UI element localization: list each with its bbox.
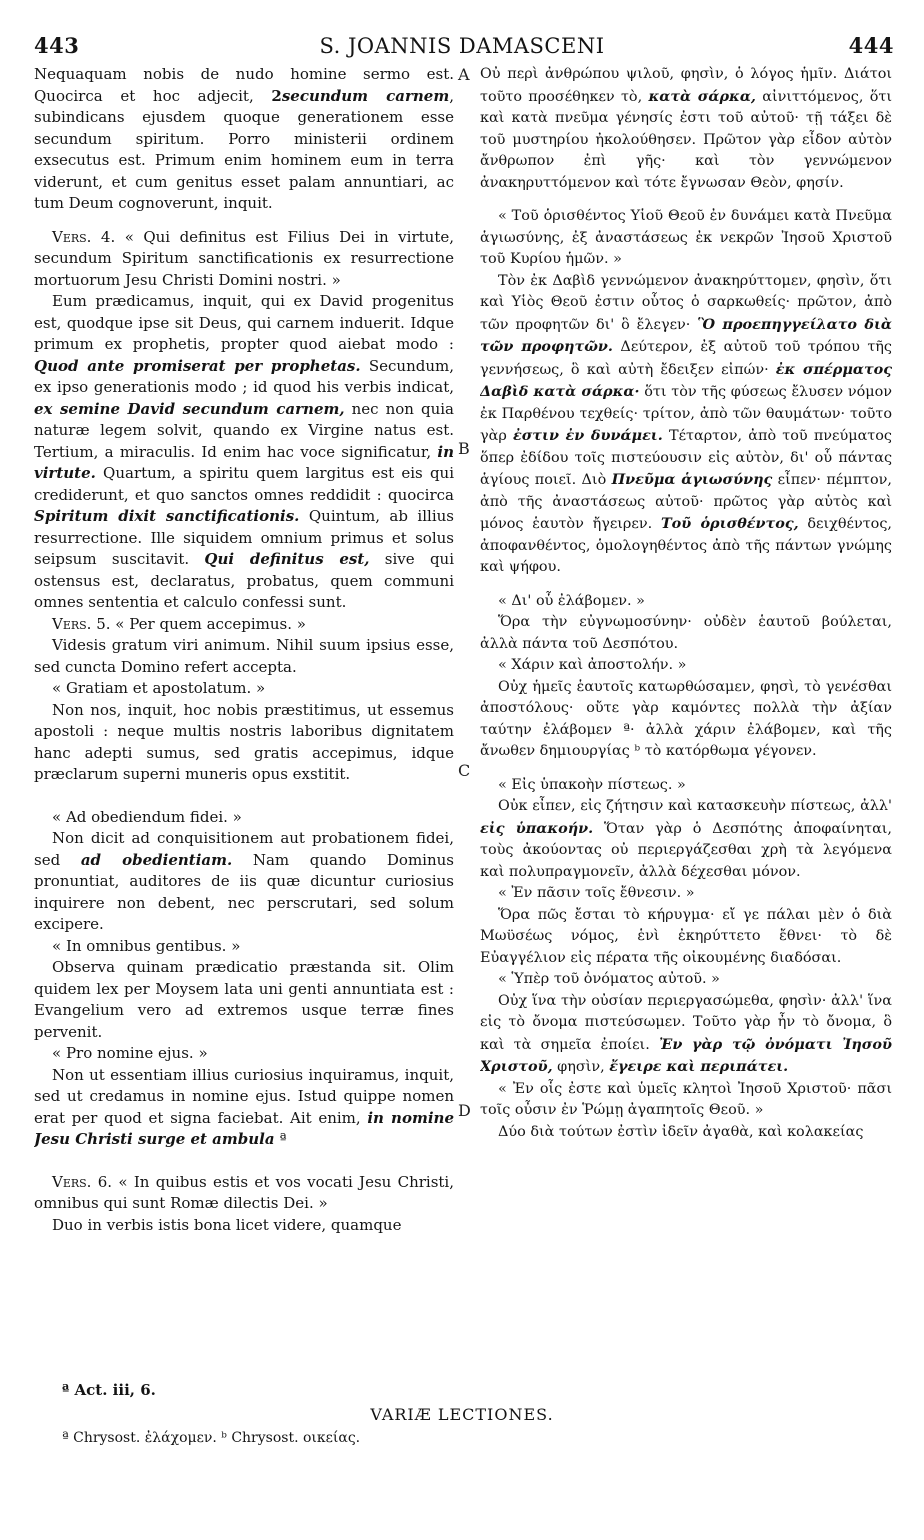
latin-paragraph [34, 807, 454, 829]
latin-paragraph [34, 957, 454, 1043]
paragraph-gap [34, 215, 454, 227]
text-run: « In quibus estis et vos vocati Jesu Christi, omnibus qui sunt Romæ dilectis Dei. » [34, 1172, 454, 1212]
greek-paragraph [480, 64, 892, 194]
text-run: Non dicit ad conquisitionem aut probationem fidei, sed [34, 829, 454, 869]
margin-letter-d: D [458, 1101, 471, 1120]
italic-quotation: ad obedientiam. [80, 850, 233, 869]
italic-quotation: ἔγειρε καὶ περιπάτει. [609, 1058, 789, 1075]
greek-paragraph [480, 775, 892, 797]
italic-quotation: Spiritum dixit sanctificationis. [34, 507, 300, 525]
greek-paragraph [480, 271, 892, 579]
text-run: Οὐ περὶ ἀνθρώπου ψιλοῦ, φησὶν, ὁ λόγος ἡμῖν. Διάτοι τοῦτο προσέθηκεν τὸ, [480, 66, 892, 105]
text-run: ª [274, 1130, 287, 1148]
paragraph-gap [480, 194, 892, 206]
italic-quotation: Qui definitus est, [204, 550, 370, 568]
text-run: , subindicans ejusdem quoque generationem esse secundum spiritum. Porro ministerii ordinem [34, 86, 454, 148]
text-run: Observa quinam prædicatio præstanda sit. Olim quidem lex per Moysem lata uni genti annuntiata est : Evangelium vero ad extremos usque terræ fines pervenit. [34, 958, 454, 1041]
paragraph-gap [480, 763, 892, 775]
text-run: « Ad obediendum fidei. » [52, 807, 242, 826]
greek-paragraph [480, 677, 892, 763]
latin-paragraph [34, 614, 454, 636]
text-run: « Χάριν καὶ ἀποστολήν. » [498, 657, 687, 673]
italic-quotation: εἰς ὑπακοήν. [480, 819, 594, 837]
italic-quotation: ex semine David secundum carnem, [34, 399, 345, 418]
footnote: ª Act. iii, 6. [62, 1381, 156, 1399]
text-run: Nequaquam nobis de nudo homine sermo est. Quocirca et hoc adjecit, [34, 65, 454, 105]
italic-quotation: secundum carnem [281, 86, 450, 105]
latin-paragraph [34, 936, 454, 958]
text-run: Ὅταν γὰρ ὁ Δεσπότης ἀποφαίνηται, τοὺς ἀκούοντας οὐ περιεργάζεσθαι χρὴ τὰ λεγόμενα καὶ πολυπραγμονεῖν, ἀλλὰ δέχεσθαι μόνον. [480, 820, 892, 880]
text-run: Eum prædicamus, inquit, qui ex David progenitus est, quodque ipse sit Deus, qui carnem induerit. Idque primum ex prophetis, propter quod aiebat modo : [34, 292, 454, 353]
margin-letter-c: C [458, 761, 471, 780]
variae-lectiones-heading: VARIÆ LECTIONES. [370, 1405, 554, 1424]
latin-paragraph [34, 1172, 454, 1215]
greek-paragraph [480, 905, 892, 970]
italic-quotation: κατὰ σάρκα, [648, 87, 756, 105]
text-run: Duo in verbis istis bona licet videre, quamque [52, 1215, 402, 1234]
text-run: φησὶν, [552, 1059, 610, 1075]
text-run: sive qui ostensus est, declaratus, probatus, quem communi omnes sententia et calculo confessi sunt. [34, 550, 454, 611]
text-run: « Ἐν οἷς ἐστε καὶ ὑμεῖς κλητοὶ Ἰησοῦ Χριστοῦ· πᾶσι τοῖς οὖσιν ἐν Ῥώμῃ ἀγαπητοῖς Θεοῦ. » [480, 1080, 892, 1118]
greek-column [480, 64, 892, 1364]
latin-paragraph [34, 64, 454, 215]
italic-quotation: Πνεῦμα ἁγιωσύνης [611, 471, 773, 488]
italic-quotation: in virtute. [34, 442, 454, 482]
latin-column [34, 64, 454, 1364]
text-run: Οὐχ ἡμεῖς ἑαυτοῖς κατωρθώσαμεν, φησὶ, τὸ γενέσθαι ἀποστόλους· οὔτε γὰρ καμόντες πολλὰ τὴν ἀξίαν ταύτην ἐλάβομεν ª· ἀλλὰ χάριν ἐλάβομεν, καὶ τῆς ἄνωθεν δημιουργίας ᵇ τὸ κατόρθωμα γέγονεν. [480, 678, 892, 759]
text-run: Nam quando Dominus pronuntiat, auditores de iis quæ dicuntur curiosius inquirere non debent, nec perscrutari, sed solum excipere. [34, 850, 454, 933]
text-run: εἶπεν· πέμπτον, ἀπὸ τῆς ἀναστάσεως αὐτοῦ· πρῶτος γὰρ αὐτὸς καὶ μόνος ἑαυτὸν ἤγειρεν. [480, 472, 892, 532]
section-mark: 2 [271, 86, 282, 105]
latin-paragraph [34, 227, 454, 292]
greek-paragraph [480, 883, 892, 905]
latin-paragraph [34, 1043, 454, 1065]
italic-quotation: in nomine Jesu Christi surge et ambula [34, 1108, 454, 1148]
greek-paragraph [480, 655, 892, 677]
italic-quotation: Ὃ προεπηγγείλατο διὰ τῶν προφητῶν. [480, 315, 892, 355]
greek-paragraph [480, 206, 892, 271]
margin-letter-a: A [458, 65, 470, 84]
margin-letter-b: B [458, 439, 470, 458]
greek-paragraph [480, 591, 892, 613]
text-run: ὅτι τὸν τῆς φύσεως ἔλυσεν νόμον ἐκ Παρθένου τεχθείς· τρίτον, ἀπὸ τῶν θαυμάτων· τοῦτο γὰρ [480, 384, 892, 444]
page-number-right: 444 [848, 33, 894, 58]
greek-paragraph [480, 1079, 892, 1122]
text-run: Non nos, inquit, hoc nobis præstitimus, ut essemus apostoli : neque multis nostris laboribus dignitatem hanc adepti sumus, sed gratis accepimus, idque præclarum superni muneris opus exstitit. [34, 700, 454, 783]
text-run: Quartum, a spiritu quem largitus est eis qui crediderunt, et quo sanctos omnes reddidit : quocirca [34, 464, 454, 504]
running-title: S. JOANNIS DAMASCENI [319, 34, 605, 58]
text-run: Non ut essentiam illius curiosius inquiramus, inquit, sed ut credamus in nomine ejus. Istud quippe nomen erat per quod et signa faciebat. Ait enim, [34, 1065, 454, 1127]
verse-number: Vers. 5. [52, 614, 111, 633]
latin-paragraph [34, 678, 454, 700]
paragraph-gap [34, 786, 454, 807]
text-run: « Per quem accepimus. » [110, 614, 306, 633]
latin-paragraph [34, 635, 454, 678]
text-run: Secundum, ex ipso generationis modo ; id quod his verbis indicat, [34, 356, 454, 396]
latin-paragraph [34, 828, 454, 936]
italic-quotation: ἐστιν ἐν δυνάμει. [512, 427, 663, 444]
greek-paragraph [480, 991, 892, 1079]
italic-quotation: Quod ante promiserat per prophetas. [34, 356, 361, 375]
text-run: Οὐκ εἶπεν, εἰς ζήτησιν καὶ κατασκευὴν πίστεως, ἀλλ' [498, 798, 892, 814]
italic-quotation: Τοῦ ὁρισθέντος, [660, 515, 799, 532]
latin-paragraph [34, 1215, 454, 1237]
text-run: « Τοῦ ὁρισθέντος Υἱοῦ Θεοῦ ἐν δυνάμει κατὰ Πνεῦμα ἁγιωσύνης, ἐξ ἀναστάσεως ἐκ νεκρῶν Ἰησοῦ Χριστοῦ τοῦ Κυρίου ἡμῶν. » [480, 208, 892, 267]
greek-paragraph [480, 796, 892, 883]
text-run: δειχθέντος, ἀποφανθέντος, ὁμολογηθέντος ἀπὸ τῆς πάντων γνώμης καὶ ψήφου. [480, 516, 892, 575]
variae-lectiones-line: ª Chrysost. ἐλάχομεν. ᵇ Chrysost. οικείας. [62, 1430, 361, 1446]
text-run: Οὐχ ἵνα τὴν οὐσίαν περιεργασώμεθα, φησὶν· ἀλλ' ἵνα εἰς τὸ ὄνομα πιστεύσωμεν. Τοῦτο γὰρ ἦν τὸ ὄνομα, ὃ καὶ τὰ σημεῖα ἐποίει. [480, 992, 892, 1053]
text-run: Δεύτερον, ἐξ αὐτοῦ τοῦ τρόπου τῆς γεννήσεως, ὃ καὶ αὐτὴ ἔδειξεν εἰπών· [480, 339, 892, 378]
text-run: exsecutus est. Primum enim hominem eum in terra viderunt, et cum genitus esset palam annuntiari, ac tum Deum cognoverunt, inquit. [34, 151, 454, 212]
verse-number: Vers. 4. [52, 227, 116, 246]
italic-quotation: ἐκ σπέρματος Δαβὶδ κατὰ σάρκα· [480, 360, 892, 400]
text-run: « Pro nomine ejus. » [52, 1044, 208, 1062]
latin-paragraph [34, 291, 454, 614]
text-run: Ὅρα πῶς ἔσται τὸ κήρυγμα· εἴ γε πάλαι μὲν ὁ διὰ Μωϋσέως νόμος, ἑνὶ ἐκηρύττετο ἔθνει· τὸ δὲ Εὐαγγέλιον εἰς πέρατα τῆς οἰκουμένης διαδόσαι. [480, 906, 892, 966]
page-number-left: 443 [34, 33, 80, 58]
text-run: Ὅρα τὴν εὐγνωμοσύνην· οὐδὲν ἑαυτοῦ βούλεται, ἀλλὰ πάντα τοῦ Δεσπότου. [480, 614, 892, 652]
text-run: « Ἐν πᾶσιν τοῖς ἔθνεσιν. » [498, 885, 695, 901]
text-run: « In omnibus gentibus. » [52, 936, 241, 955]
text-run: Videsis gratum viri animum. Nihil suum ipsius esse, sed cuncta Domino refert accepta. [34, 636, 454, 676]
greek-paragraph [480, 1122, 892, 1144]
text-run: Δύο διὰ τούτων ἐστὶν ἰδεῖν ἀγαθὰ, καὶ κολακείας [498, 1123, 864, 1140]
paragraph-gap [480, 579, 892, 591]
greek-paragraph [480, 969, 892, 991]
text-run: αἰνιττόμενος, ὅτι καὶ κατὰ πνεῦμα γένησίς ἐστι τοῦ αὐτοῦ· τῇ τάξει δὲ τοῦ μυστηρίου ἠκολούθησεν. Πρῶτον γὰρ εἶδον αὐτὸν ἄνθρωπον ἐπὶ γῆς· καὶ τὸν γεννώμενον ἀνακηρυττόμενον καὶ τότε ἔγνωσαν Θεὸν, φησίν. [480, 88, 892, 191]
text-run: « Gratiam et apostolatum. » [52, 679, 266, 697]
latin-paragraph [34, 700, 454, 786]
text-run: Τέταρτον, ἀπὸ τοῦ πνεύματος ὅπερ ἐδίδου τοῖς πιστεύουσιν εἰς αὐτὸν, δι' οὗ πάντας ἁγίους ποιεῖ. Διὸ [480, 428, 892, 488]
text-run: nec non quia naturæ legem solvit, quando ex Virgine natus est. Tertium, a miraculis. Id enim hac voce significatur, [34, 399, 454, 461]
text-run: « Εἰς ὑπακοὴν πίστεως. » [498, 776, 686, 793]
text-run: Τὸν ἐκ Δαβὶδ γεννώμενον ἀνακηρύττομεν, φησὶν, ὅτι καὶ Υἱὸς Θεοῦ ἐστιν οὗτος ὁ σαρκωθείς· πρῶτον, ἀπὸ τῶν προφητῶν δι' ὃ ἔλεγεν· [480, 272, 892, 333]
latin-paragraph [34, 1065, 454, 1151]
italic-quotation: Ἐν γὰρ τῷ ὀνόματι Ἰησοῦ Χριστοῦ, [480, 1035, 892, 1075]
text-run: « Ὑπὲρ τοῦ ὀνόματος αὐτοῦ. » [498, 971, 720, 987]
text-run: « Δι' οὗ ἐλάβομεν. » [498, 592, 645, 609]
greek-paragraph [480, 612, 892, 655]
paragraph-gap [34, 1151, 454, 1172]
text-run: Quintum, ab illius resurrectione. Ille siquidem omnium primus et solus seipsum suscitavit. [34, 507, 454, 568]
verse-number: Vers. 6. [52, 1172, 113, 1191]
text-run: « Qui definitus est Filius Dei in virtute, secundum Spiritum sanctificationis ex resurrectione mortuorum Jesu Christi Domini nostri. » [34, 227, 454, 289]
